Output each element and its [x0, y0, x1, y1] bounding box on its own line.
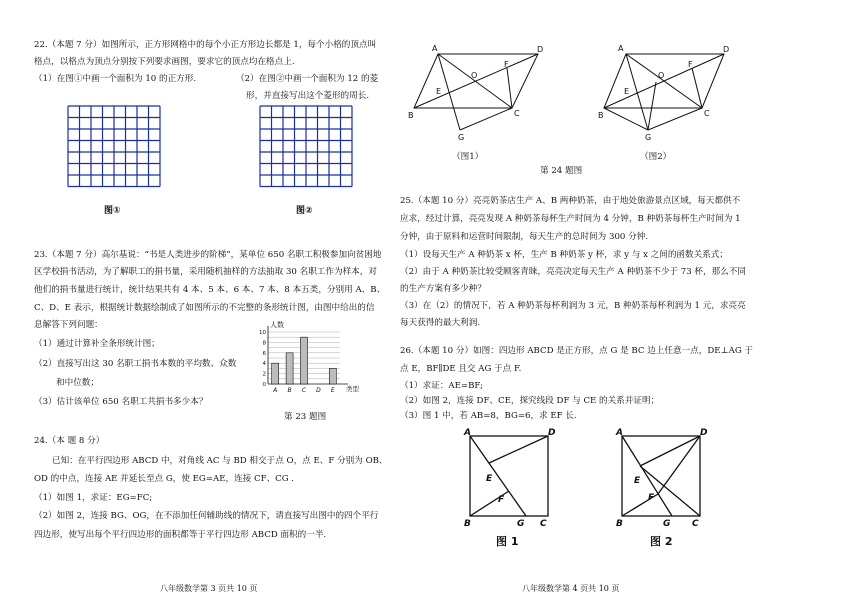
bar-chart-xtick-D: D [316, 387, 321, 394]
q26-part2: （2）如图 2，连接 DF、CE，探究线段 DF 与 CE 的关系并证明； [400, 396, 660, 406]
footer-right: 八年级数学第 4 页共 10 页 [522, 584, 620, 593]
svg-text:B: B [616, 519, 623, 529]
q23-line4: C、D、E 表示，根据统计数据绘制成了如图所示的不完整的条形统计图，由图中给出的信 [34, 303, 375, 313]
q23-part2a: （2）直接写出这 30 名职工捐书本数的平均数、众数 [34, 359, 237, 369]
q26-fig1-label: 图 1 [496, 535, 519, 548]
bar-chart-bar-B [286, 353, 293, 384]
bar-chart-xtick-B: B [287, 387, 292, 394]
bar-chart-ytick: 0 [262, 382, 266, 388]
q25-part2a: （2）由于 A 种奶茶比较受顾客青睐，亮亮决定每天生产 A 种奶茶不少于 73 杯，那么不同 [400, 267, 746, 277]
q26-line1: 26.（本题 10 分）如图：四边形 ABCD 是正方形，点 G 是 BC 边上任意一点，DE⊥AG 于 [400, 346, 754, 356]
bar-chart-xlabel: 类型 [346, 385, 359, 393]
q23-part1: （1）通过计算补全条形统计图； [34, 339, 160, 349]
q24-caption: 第 24 题图 [540, 166, 583, 176]
q23-part2b: 和中位数； [56, 378, 99, 388]
q25-line2: 应求，经过计算，亮亮发现 A 种奶茶每杯生产时间为 4 分钟，B 种奶茶每杯生产时间为 1 [400, 214, 741, 224]
q25-part3a: （3）在（2）的情况下，若 A 种奶茶每杯利润为 3 元，B 种奶茶每杯利润为 1 元，求亮亮 [400, 301, 746, 311]
svg-text:G: G [517, 519, 525, 529]
q26-part3: （3）图 1 中，若 AB=8，BG=6，求 EF 长. [400, 411, 577, 421]
q26-part1: （1）求证：AE=BF; [400, 381, 483, 391]
q23-line5: 息解答下列问题： [34, 320, 103, 330]
svg-text:F: F [498, 495, 505, 505]
q23-line3: 他们的捐书量进行统计，统计结果共有 4 本、5 本、6 本、7 本、8 本五类，分别用 A、B、 [34, 285, 386, 295]
svg-text:E: E [624, 87, 630, 96]
svg-text:G: G [645, 133, 652, 142]
q23-part3: （3）估计该单位 650 名职工共捐书多少本？ [34, 397, 208, 407]
svg-text:D: D [700, 428, 708, 438]
q26-fig2-label: 图 2 [650, 535, 673, 548]
q24-part2b: 四边形，使写出每个平行四边形的面积都等于平行四边形 ABCD 面积的一半. [34, 530, 327, 540]
svg-text:F: F [648, 493, 655, 503]
svg-text:G: G [663, 519, 671, 529]
svg-text:E: E [634, 476, 641, 486]
svg-text:A: A [464, 428, 471, 438]
grid-figure-1 [66, 104, 166, 198]
bar-chart-xtick-E: E [330, 387, 335, 394]
svg-text:O: O [658, 71, 665, 80]
svg-text:B: B [464, 519, 471, 529]
q22-part1: （1）在图①中画一个面积为 10 的正方形. [34, 74, 197, 84]
bar-chart-xtick-C: C [301, 387, 307, 394]
svg-text:F: F [688, 60, 693, 69]
q25-line3: 分钟，由于原料和运营时间限制，每天生产的总时间为 300 分钟. [400, 232, 649, 242]
grid-figure-2-label: 图② [296, 206, 313, 216]
svg-text:B: B [408, 111, 414, 120]
q24-line1: 24.（本 题 8 分） [34, 436, 105, 446]
svg-text:C: C [692, 519, 699, 529]
bar-chart-bar-E [329, 368, 336, 384]
bar-chart-ytick: 6 [262, 350, 266, 357]
svg-text:D: D [548, 428, 556, 438]
q22-part2a: （2）在图②中画一个面积为 12 的菱 [236, 74, 379, 84]
q25-line1: 25.（本题 10 分）亮亮奶茶店生产 A、B 两种奶茶，由于地处旅游景点区域，每天都供不 [400, 196, 741, 206]
svg-text:E: E [486, 474, 493, 484]
footer-left: 八年级数学第 3 页共 10 页 [160, 584, 258, 593]
q23-caption: 第 23 题图 [284, 412, 327, 422]
q25-part2b: 的生产方案有多少种？ [400, 284, 486, 294]
bar-chart-ylabel: 人数 [270, 321, 284, 329]
q24-line3: OD 的中点，连接 AE 并延长至点 G，使 EG=AE，连接 CF、CG . [34, 474, 295, 484]
q24-fig1-label: （图1） [452, 152, 484, 162]
grid-figure-1-label: 图① [104, 206, 121, 216]
bar-chart-bar-C [301, 337, 308, 384]
q24-line2: 已知：在平行四边形 ABCD 中，对角线 AC 与 BD 相交于点 O，点 E、F 分别为 OB、 [52, 456, 388, 466]
svg-text:D: D [537, 45, 544, 54]
q24-part2a: （2）如图 2，连接 BG、OG，在不添加任何辅助线的情况下，请直接写出图中的四个平行 [34, 511, 379, 521]
bar-chart-ytick: 4 [262, 361, 266, 368]
svg-text:D: D [723, 45, 730, 54]
svg-text:O: O [471, 71, 478, 80]
q22-part2b: 形，并直接写出这个菱形的周长. [246, 91, 370, 101]
svg-text:C: C [540, 519, 547, 529]
svg-text:C: C [514, 109, 520, 118]
bar-chart-xtick-A: A [273, 387, 278, 394]
bar-chart-ytick: 8 [262, 340, 266, 347]
square-figure-1 [460, 426, 560, 530]
q26-line2: 点 E，BF∥DE 且交 AG 于点 F. [400, 364, 522, 374]
svg-text:E: E [436, 87, 442, 96]
bar-chart-bar-A [272, 363, 279, 384]
svg-text:A: A [432, 44, 438, 53]
q25-part1: （1）设每天生产 A 种奶茶 x 杯，生产 B 种奶茶 y 杯，求 y 与 x 之间的函数关系式； [400, 250, 728, 260]
q24-part1: （1）如图 1，求证：EG=FC; [34, 493, 153, 503]
svg-text:B: B [598, 111, 604, 120]
grid-figure-2 [258, 104, 358, 198]
svg-text:A: A [616, 428, 623, 438]
bar-chart-ytick: 10 [259, 330, 266, 336]
q23-line2: 区学校捐书活动，为了解职工的捐书量，采用随机抽样的方法抽取 30 名职工作为样本，对 [34, 267, 377, 277]
q25-part3b: 每天获得的最大利润. [400, 318, 481, 328]
svg-text:C: C [704, 109, 710, 118]
bar-chart [254, 318, 374, 396]
svg-text:F: F [504, 60, 509, 69]
q23-line1: 23.（本题 7 分）高尔基说：“书是人类进步的阶梯”，某单位 650 名职工积极参加向贫困地 [34, 250, 382, 260]
bar-chart-ytick: 2 [262, 371, 266, 378]
svg-text:A: A [618, 44, 624, 53]
q22-line2: 格点，以格点为顶点分别按下列要求画图，要求它的顶点均在格点上. [34, 57, 295, 67]
parallelogram-figure-1 [408, 40, 548, 144]
square-figure-2 [614, 426, 714, 530]
parallelogram-figure-2 [598, 40, 738, 144]
svg-text:G: G [458, 133, 465, 142]
q22-line1: 22.（本题 7 分）如图所示，正方形网格中的每个小正方形边长都是 1，每个小格的顶点叫 [34, 40, 377, 50]
q24-fig2-label: （图2） [640, 152, 672, 162]
